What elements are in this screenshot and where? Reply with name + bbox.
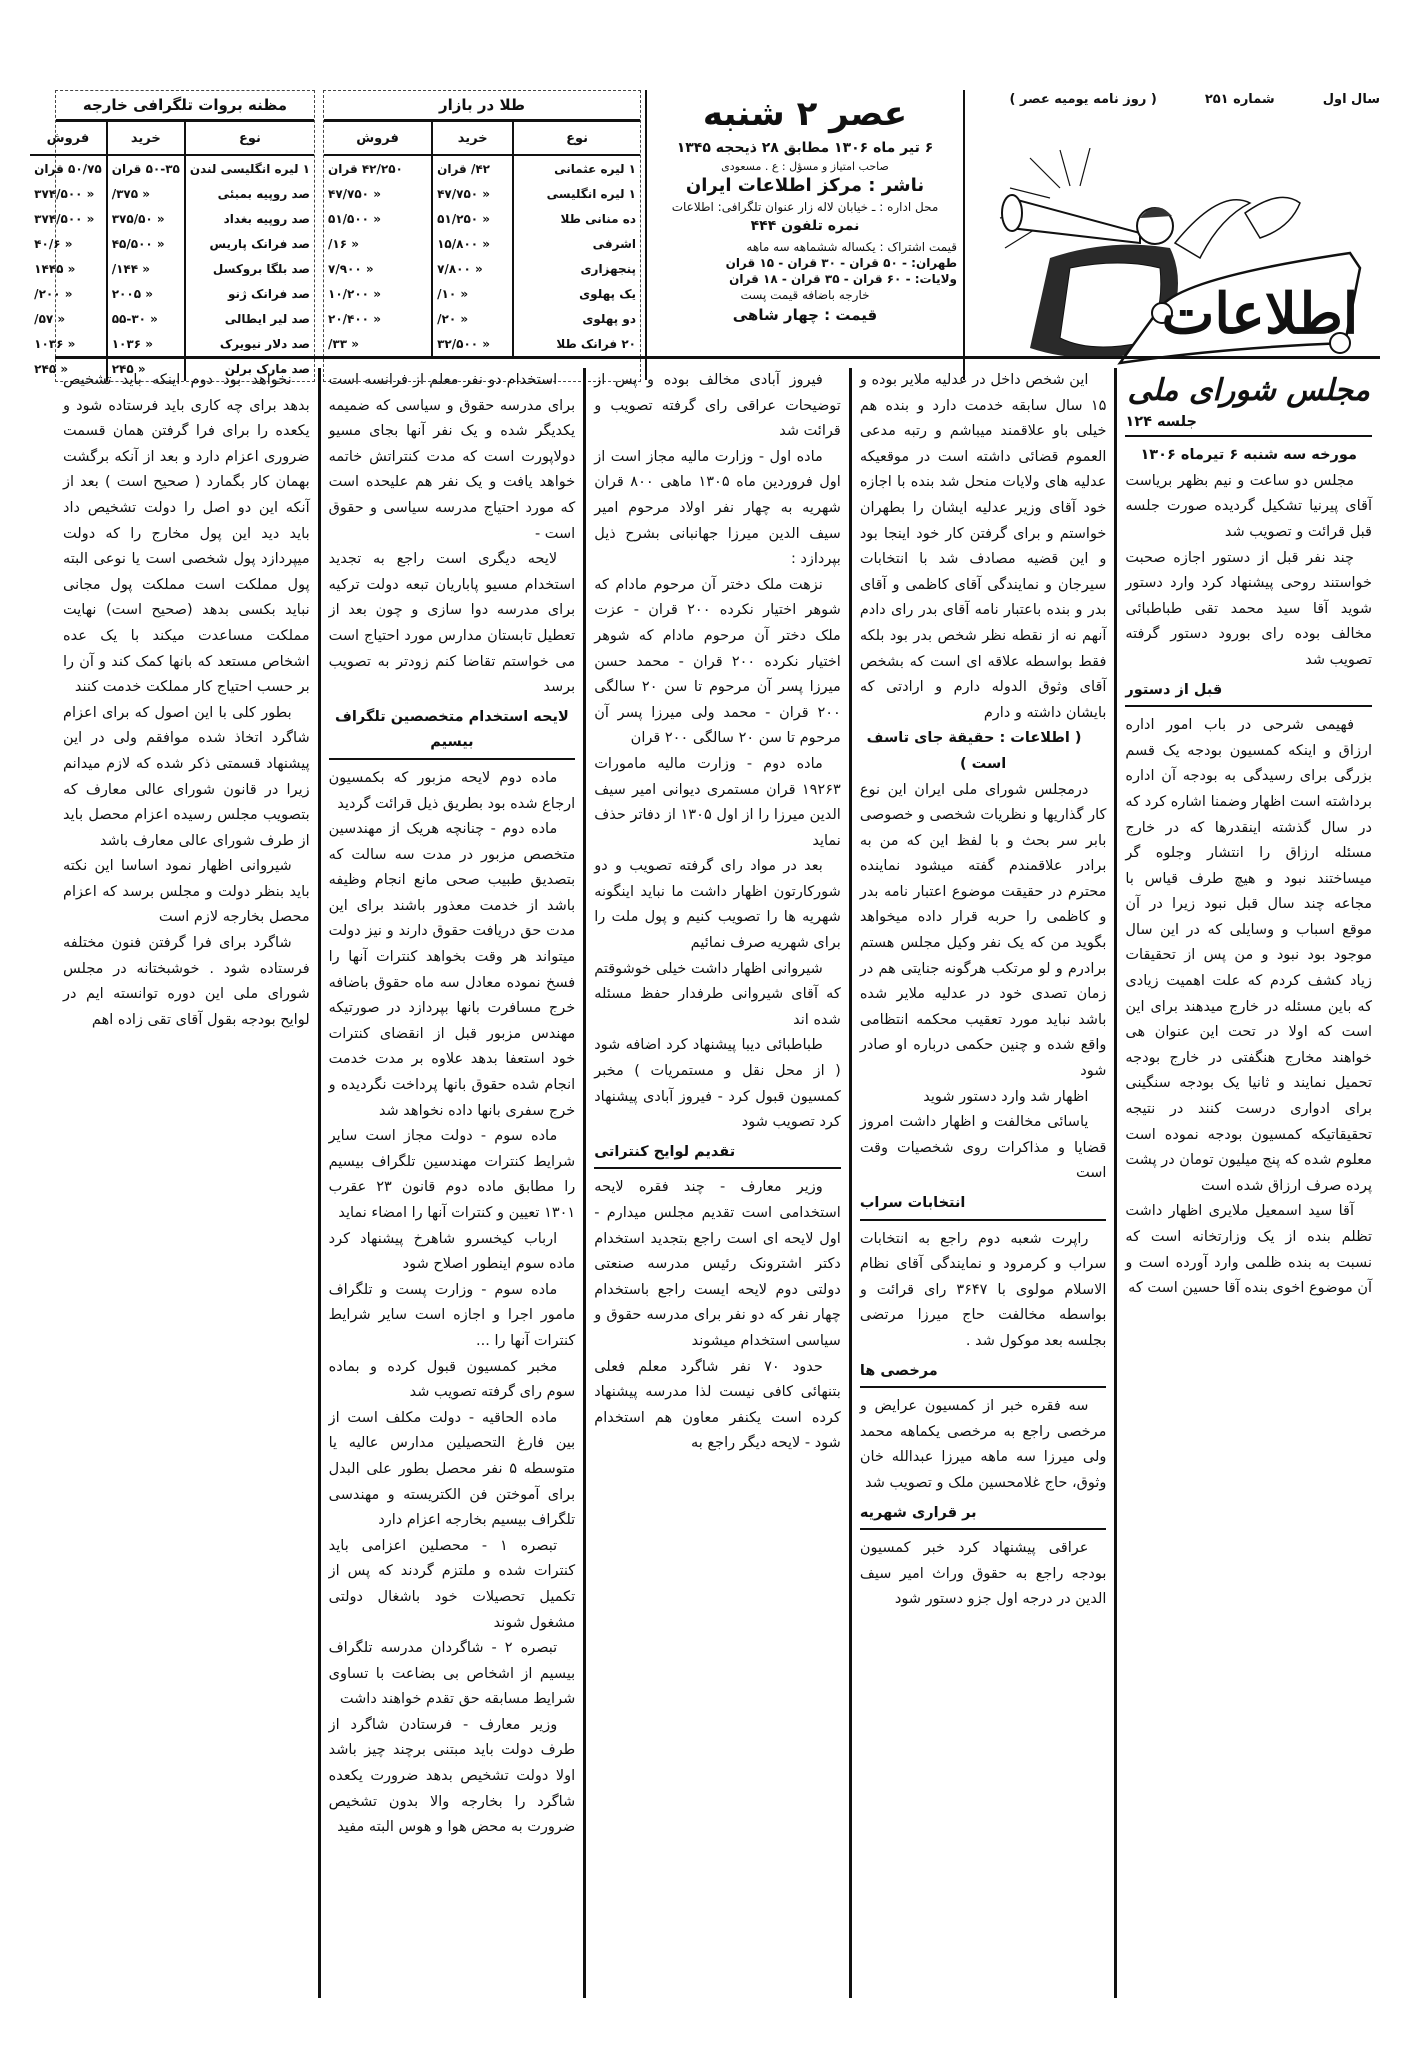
paragraph: ارباب کیخسرو شاهرخ پیشنهاد کرد ماده سوم اینطور اصلاح شود <box>328 1230 576 1273</box>
paragraph: ماده سوم - دولت مجاز است سایر شرایط کنترات مهندسین تلگراف بیسیم را مطابق ماده دوم قانون ۲۳ عقرب ۱۳۰۱ تعیین و کنترات آنها را امضاء نماید <box>328 1128 576 1221</box>
paragraph: بطور کلی با این اصول که برای اعزام شاگرد اتخاذ شده موافقم ولی در این پیشنهاد قسمتی ذکر شده که لازم میدانم زیرا در قانون شورای عالی معارف که بتصویب مجلس رسیده اعزام محصل باید از طرف شورای عالی معارف باشد <box>63 704 310 849</box>
issue-number: شماره ۲۵۱ <box>1204 92 1275 107</box>
rate-buy: « ۱۰۳۶ <box>107 331 185 356</box>
subscription-provinces: ولایات: - ۶۰ قران - ۳۵ قران - ۱۸ قران <box>729 272 957 286</box>
paragraph: راپرت شعبه دوم راجع به انتخابات سراب و کرمرود و نمایندگی آقای نظام الاسلام مولوی با ۳۶۴۷ رای قرائت و بواسطه مخالفت حاج میرزا مرتضی بجلسه بعد موکول شد . <box>859 1230 1107 1349</box>
subheading: لایحه استخدام متخصصین تلگراف بیسیم <box>329 705 576 760</box>
paragraph: حدود ۷۰ نفر شاگرد معلم فعلی بتنهائی کافی نیست لذا مدرسه پیشنهاد کرده است یکنفر معاون هم استخدام شود - لایحه دیگر راجع به <box>594 1358 841 1452</box>
rate-row <box>324 281 640 306</box>
fx-header-buy: خرید <box>107 122 185 155</box>
rate-type: صد فرانک ژنو <box>185 281 314 306</box>
rate-sell: « ۵۷/ <box>34 311 66 326</box>
gold-prices-table <box>323 90 641 382</box>
rate-buy: « ۷/۸۰۰ <box>432 256 513 281</box>
rate-sell: « ۱۶/ <box>328 236 359 251</box>
subscription-header: قیمت اشتراک : یکساله ششماهه سه ماهه <box>746 240 957 254</box>
rate-row <box>30 231 314 256</box>
column-5 <box>55 368 318 1998</box>
column-1-majlis <box>1114 368 1380 1998</box>
paragraph: عراقی پیشنهاد کرد خبر کمسیون بودجه راجع به حقوق وراث امیر سیف الدین در درجه اول جزو دستور شود <box>859 1540 1107 1608</box>
rate-row <box>324 206 640 231</box>
rate-buy: « ۵۵-۳۰ <box>107 306 185 331</box>
column-3 <box>583 368 849 1998</box>
subheading: تقدیم لوایح کنتراتی <box>594 1140 841 1170</box>
subheading: انتخابات سراب <box>860 1191 1107 1221</box>
rate-type: ۱ لیره انگلیسی <box>513 181 640 206</box>
paragraph: وزیر معارف - فرستادن شاگرد از طرف دولت باید مبتنی برچند چیز باشد اولا دولت تشخیص بدهد ضرورت یکعده شاگرد را بخارجه والا بدون تشخیص ضرورت به محض هوا و هوس البته مفید <box>328 1716 576 1836</box>
paragraph: درمجلس شورای ملی ایران این نوع کار گذاریها و نظریات شخصی و خصوصی بابر سر بحث و با لفظ این که من به برادر علاقمندم گفته میشود نماینده محترم در حقیقت موضوع اعتبار نامه بدر و کاظمی را حربه قرار داده میخواهد بگوید من که یک نفر وکیل مجلس هستم برادرم و لو مرتکب هرگونه جنایتی هم در زمان تصدی خود در عدلیه ملایر شده باشد نباید مورد تعقیب محکمه انتظامی واقع شده و چنین حکمی درباره او صادر شود <box>859 781 1107 1080</box>
fx-table-title: مظنه بروات تلگرافی خارجه <box>56 91 314 122</box>
paragraph: ماده دوم - چنانچه هریک از مهندسین متخصص مزبور در مدت سه سالت که بتصدیق طبیب صحی مانع انجام وظیفه باشد از خدمت معذور باشند برای این مدت حق دریافت حقوق دارند و نیز دولت میتواند هر وقت بخواهد کنترات آنها را فسخ نموده معادل سه ماه حقوق باضافه خرج مسافرت بانها بپردازد در صورتیکه مهندس مزبور قبل از انقضای کنترات خود استعفا بدهد علاوه بر مدت خدمت انجام شده حقوق بانها پرداخت نگردیده و خرج سفری بانها داده نخواهد شد <box>328 821 576 1119</box>
rate-row <box>30 155 314 181</box>
paper-tagline: ( روز نامه یومیه عصر ) <box>1009 92 1157 107</box>
rate-sell: « ۳۷۴/۵۰۰ <box>34 211 95 226</box>
rate-type: دو پهلوی <box>513 306 640 331</box>
rate-row <box>324 256 640 281</box>
year-label: سال اول <box>1322 92 1380 107</box>
paragraph: استخدام دو نفر معلم از فرانسه است برای مدرسه حقوق و سیاسی که ضمیمه یکدیگر شده و یک نفر آنها بجای مسیو دولاپورت است که مدت کنتراتش خاتمه خواهد یافت و یک نفر هم علیحده است که مورد احتیاج مدرسه سیاسی و حقوق است - <box>328 372 576 542</box>
rate-type: صد لیر ایطالی <box>185 306 314 331</box>
paragraph: اظهار شد وارد دستور شوید <box>923 1088 1089 1105</box>
paragraph: ماده الحاقیه - دولت مکلف است از بین فارغ التحصیلین مدارس عالیه یا متوسطه ۵ نفر محصل بطور علی البدل برای آموختن فن الکتریسته و مهندسی تلگراف بیسیم بخارجه اعزام دارد <box>328 1409 576 1529</box>
rate-buy: « ۱۴۴/ <box>107 256 185 281</box>
rate-row <box>30 256 314 281</box>
fx-rates-table <box>34 90 315 382</box>
rate-row <box>30 331 314 356</box>
paragraph: بعد در مواد رای گرفته تصویب و دو شورکارتون اظهار داشت ما نباید اینگونه شهریه ها را تصویب کنیم و پول ملت را برای شهریه صرف نمائیم <box>594 858 841 952</box>
editorial-note: ( اطلاعات : حقیقة جای تاسف است ) <box>866 730 1082 772</box>
rate-type: صد روپیه بغداد <box>185 206 314 231</box>
rate-type: صد بلگا بروکسل <box>185 256 314 281</box>
rate-buy: « ۴۵/۵۰۰ <box>107 231 185 256</box>
rate-sell: « ۲۰۰/ <box>34 286 73 301</box>
paragraph: شیروانی اظهار نمود اساسا این نکته باید بنظر دولت و مجلس برسد که اعزام محصل بخارجه لازم است <box>63 858 310 926</box>
rate-sell: « ۴۷/۷۵۰ <box>328 186 381 201</box>
rate-type: ده منانی طلا <box>513 206 640 231</box>
paragraph: فهیمی شرحی در باب امور اداره ارزاق و اینکه کمسیون بودجه یک قسم بزرگی برای رسیدگی به بودجه آن اداره برداشته است اظهار وضمنا اشاره کرد که در سال گذشته اینقدرها که در خارج مسئله ارزاق را انتشار وجلوه گر میساختند نبود و هیچ طرف قیاس با مجاعه چند سال قبل نبود زیرا در آن موقع اسباب و وسایلی که در این سال موجود بود نبود و من پس از تحقیقات زیاد کشف کردم که علت اهمیت زیادی که باین مسئله در خارج میدهند برای این است که اولا در تحت این عنوان هی خواهند مخارج هنگفتی در خارج بودجه تحمیل نمایند و ثانیا یک بودجه سنگینی برای ادواری درست کنند در نتیجه تحقیقاتیکه کمسیون بودجه نموده است معلوم شده که پنج میلیون تومان در پشت پرده صرف ارزاق شده است <box>1125 717 1372 1194</box>
paragraph: سه فقره خبر از کمسیون عرایض و مرخصی راجع به مرخصی یکماهه محمد ولی میرزا سه ماهه میرزا عبدالله خان وثوق، حاج غلامحسین ملک و تصویب شد <box>859 1398 1107 1491</box>
rate-type: پنجهزاری <box>513 256 640 281</box>
rate-type: صد فرانک پاریس <box>185 231 314 256</box>
rate-type: اشرفی <box>513 231 640 256</box>
phone-line: نمره تلفون ۴۴۴ <box>750 218 860 234</box>
paragraph: ماده دوم لایحه مزبور که بکمسیون ارجاع شده بود بطریق ذیل قرائت گردید <box>328 769 576 812</box>
paragraph: نخواهد بود دوم اینکه باید تشخیص بدهد برای چه کاری باید فرستاده شود و یکعده را برای فرا گرفتن همان قسمت ضروری اعزام دارد و بعد از آنکه برگشت بهمان کار بگمارد ( صحیح است ) بعد از آنکه این دو اصل را دولت تشخیص داد باید دید این پول مخارج را که دولت میپردازد پول شخصی است یا نوعی البته پول مملکت است مملکت پول مجانی نباید بکسی بدهد (صحیح است) نهایت مملکت مساعدت میکند با یک عده اشخاص مستعد که بانها کمک کند و آن را بر حسب احتیاج کار مملکت خدمت کنند <box>63 372 310 696</box>
herald-illustration-icon <box>990 148 1380 378</box>
rate-sell: « ۱۰۳۶ <box>34 336 76 351</box>
header-divider <box>55 356 1380 359</box>
paragraph: ماده اول - وزارت مالیه مجاز است از اول فروردین ماه ۱۳۰۵ ماهی ۸۰۰ قران شهریه به چهار نفر اولاد مرحوم امیر سیف الدین میرزا جهانبانی بشرح ذیل بپردازد : <box>594 448 841 568</box>
newspaper-page <box>34 60 1380 2000</box>
rate-row <box>30 206 314 231</box>
fx-header-type: نوع <box>185 122 314 155</box>
rate-row <box>30 306 314 331</box>
rate-sell: ۴۲/۲۵۰ قران <box>328 161 403 176</box>
fx-header-sell: فروش <box>30 122 107 155</box>
rate-buy: « ۵۱/۲۵۰ <box>432 206 513 231</box>
rate-type: ۱ لیره انگلیسی لندن <box>185 155 314 181</box>
paragraph: تبصره ۲ - شاگردان مدرسه تلگراف بیسیم از اشخاص بی بضاعت با تساوی شرایط مسابقه حق تقدم خواهند داشت <box>328 1640 576 1708</box>
paragraph: ماده دوم - وزارت مالیه مامورات ۱۹۲۶۳ قران مستمری دیوانی امیر سیف الدین میرزا را از اول ۱۳۰۵ از دفاتر حذف نماید <box>594 755 841 849</box>
session-dateline: مورخه سه شنبه ۶ تیرماه ۱۳۰۶ <box>1140 447 1357 464</box>
logo-title: اطلاعات <box>1161 281 1359 347</box>
ettelaat-logo <box>990 148 1380 378</box>
price-line: قیمت : چهار شاهی <box>732 306 878 324</box>
rate-row <box>324 231 640 256</box>
section-heading: مجلس شورای ملی <box>1127 373 1370 408</box>
rate-buy: ۵۰-۳۵ قران <box>107 155 185 181</box>
rate-type: صد دلار نیویرک <box>185 331 314 356</box>
paragraph: تبصره ۱ - محصلین اعزامی باید کنترات شده و ملتزم گردند که پس از تکمیل تحصیلات خود باشغال دولتی مشغول شوند <box>328 1537 576 1631</box>
subheading: بر قراری شهریه <box>860 1501 1107 1531</box>
article-columns <box>55 368 1380 1998</box>
paragraph: یاسائی مخالفت و اظهار داشت امروز قضایا و مذاکرات روی شخصیات وقت است <box>859 1114 1107 1182</box>
paragraph: چند نفر قبل از دستور اجازه صحبت خواستند روحی پیشنهاد کرد وارد دستور شوید آقا سید محمد تقی طباطبائی مخالف بوده رای بورود دستور گرفته تصویب شد <box>1125 549 1372 668</box>
paragraph: مجلس دو ساعت و نیم بظهر بریاست آقای پیرنیا تشکیل گردیده صورت جلسه قبل قرائت و تصویب شد <box>1125 472 1372 540</box>
paragraph: آقا سید اسمعیل ملایری اظهار داشت تظلم بنده از یک وزارتخانه است که نسبت به بنده ظلمی وارد آورده است و آن موضوع اخوی بنده آقا حسین است که <box>1125 1203 1372 1297</box>
rate-buy: « ۲۴۵ <box>107 356 185 381</box>
rate-row <box>324 181 640 206</box>
session-number: جلسه ۱۲۴ <box>1125 410 1372 438</box>
rate-buy: « ۳۷۵/۵۰ <box>107 206 185 231</box>
paragraph: مخبر کمسیون قبول کرده و بماده سوم رای گرفته تصویب شد <box>328 1358 576 1401</box>
rate-buy: « ۳۲/۵۰۰ <box>432 331 513 356</box>
rate-sell: « ۱۴۴۵ <box>34 261 76 276</box>
rate-type: ۱ لیره عثمانی <box>513 155 640 181</box>
paragraph: طباطبائی دیبا پیشنهاد کرد اضافه شود ( از محل نقل و مستمریات ) مخبر کمسیون قبول کرد - فیروز آبادی پیشنهاد کرد تصویب شود <box>594 1037 841 1131</box>
rate-buy: « ۴۷/۷۵۰ <box>432 181 513 206</box>
masthead <box>645 90 965 380</box>
paragraph: شیروانی اظهار داشت خیلی خوشوقتم که آقای شیروانی طرفدار حفظ مسئله شده اند <box>594 960 841 1028</box>
rate-sell: ۵۰/۷۵ قران <box>34 161 102 176</box>
gold-header-type: نوع <box>513 122 640 155</box>
address-line: محل اداره : ـ خیابان لاله زار عنوان تلگرافی: اطلاعات <box>671 200 939 214</box>
paragraph: شاگرد برای فرا گرفتن فنون مختلفه فرستاده شود . خوشبختانه در مجلس شورای ملی این دوره توانسته ایم در لوایح بودجه بقول آقای تقی زاده اهم <box>63 935 310 1028</box>
rate-row <box>324 331 640 356</box>
rate-row <box>324 155 640 181</box>
header-band <box>34 88 1380 376</box>
rate-sell: « ۳۷۴/۵۰۰ <box>34 186 95 201</box>
subscription-block <box>653 240 957 302</box>
rate-sell: « ۳۳/ <box>328 336 359 351</box>
gold-header-buy: خرید <box>432 122 513 155</box>
gold-header-sell: فروش <box>324 122 432 155</box>
subscription-tehran: طهران: - ۵۰ قران - ۳۰ قران - ۱۵ قران <box>725 256 957 270</box>
rate-type: یک پهلوی <box>513 281 640 306</box>
column-2 <box>849 368 1115 1998</box>
rate-row <box>30 281 314 306</box>
subheading: مرخصی ها <box>860 1359 1107 1389</box>
rate-type: ۲۰ فرانک طلا <box>513 331 640 356</box>
rate-sell: « ۴۰/۶ <box>34 236 73 251</box>
paragraph: ماده سوم - وزارت پست و تلگراف مامور اجرا و اجازه است سایر شرایط کنترات آنها را ... <box>328 1281 576 1349</box>
rate-buy: « ۲۰/ <box>432 306 513 331</box>
rate-buy: « ۲۰۰۵ <box>107 281 185 306</box>
rate-sell: « ۲۴۵ <box>34 361 69 376</box>
paragraph: لایحه دیگری است راجع به تجدید استخدام مسیو پاباریان تبعه دولت ترکیه برای مدرسه دوا سازی و چون بعد از تعطیل تابستان مدارس مورد احتیاج است می خواستم تقاضا کنم زودتر به تصویب برسد <box>328 551 576 696</box>
rate-sell: « ۷/۹۰۰ <box>328 261 374 276</box>
column-4 <box>318 368 584 1998</box>
gold-table-title: طلا در بازار <box>324 91 640 122</box>
paragraph: نزهت ملک دختر آن مرحوم مادام که شوهر اختیار نکرده ۲۰۰ قران - عزت ملک دختر آن مرحوم مادام که شوهر اختیار نکرده ۲۰۰ قران - محمد حسن میرزا پسر آن مرحوم تا سن ۲۰ سالگی ۲۰۰ قران - محمد ولی میرزا پسر آن مرحوم تا سن ۲۰ سالگی ۲۰۰ قران <box>594 576 841 747</box>
rate-sell: « ۵۱/۵۰۰ <box>328 211 381 226</box>
issue-date: ۶ تیر ماه ۱۳۰۶ مطابق ۲۸ ذیحجه ۱۳۴۵ <box>676 140 934 156</box>
paragraph: این شخص داخل در عدلیه ملایر بوده و ۱۵ سال سابقه خدمت دارد و بنده هم خیلی باو علاقمند میباشم و رتبه مدعی العموم قضائی داشته است در موقعیکه عدلیه های ولایات منحل شد بنده با اجازه خود آقای وزیر عدلیه ایشان را بطهران خواستم و برای گرفتن کار خود اینجا بود و این قضیه مصادف شد با انتخابات سیرجان و نمایندگی آقای کاظمی و آقای بدر و بنده باعتبار نامه آقای بدر رای دادم آنهم نه از نقطه نظر شخص بدر بود بلکه فقط بواسطه علاقه ای است که بشخص آقای وثوق الدوله دارم و ارادتی که بایشان داشته و دارم <box>859 372 1107 721</box>
subscription-abroad: خارجه باضافه قیمت پست <box>740 288 870 302</box>
paragraph: وزیر معارف - چند فقره لایحه استخدامی است تقدیم مجلس میدارم - اول لایحه ای است راجع بتجدید استخدام دکتر اشترونک رئیس مدرسه صنعتی دولتی دوم لایحه ایست راجع باستخدام چهار نفر که دو نفر برای مدرسه حقوق و سیاسی استخدام میشوند <box>594 1179 841 1349</box>
rate-sell: « ۱۰/۲۰۰ <box>328 286 381 301</box>
rate-buy: « ۱۵/۸۰۰ <box>432 231 513 256</box>
rate-type: صد روپیه بمبئی <box>185 181 314 206</box>
rate-row <box>324 306 640 331</box>
owner-line: صاحب امتیاز و مسؤل : ع . مسعودی <box>721 160 889 173</box>
rate-buy: ۴۲/ قران <box>432 155 513 181</box>
rate-buy: « ۳۷۵/ <box>107 181 185 206</box>
paragraph: فیروز آبادی مخالف بوده و پس از توضیحات عراقی رای گرفته تصویب و قرائت شد <box>594 372 841 440</box>
rate-row <box>30 181 314 206</box>
rate-type: صد مارک برلن <box>185 356 314 381</box>
subheading: قبل از دستور <box>1125 678 1372 708</box>
rate-sell: « ۲۰/۴۰۰ <box>328 311 381 326</box>
edition-day: عصر ۲ شنبه <box>702 94 908 134</box>
publisher-line: ناشر : مرکز اطلاعات ایران <box>685 175 925 196</box>
rate-buy: « ۱۰/ <box>432 281 513 306</box>
